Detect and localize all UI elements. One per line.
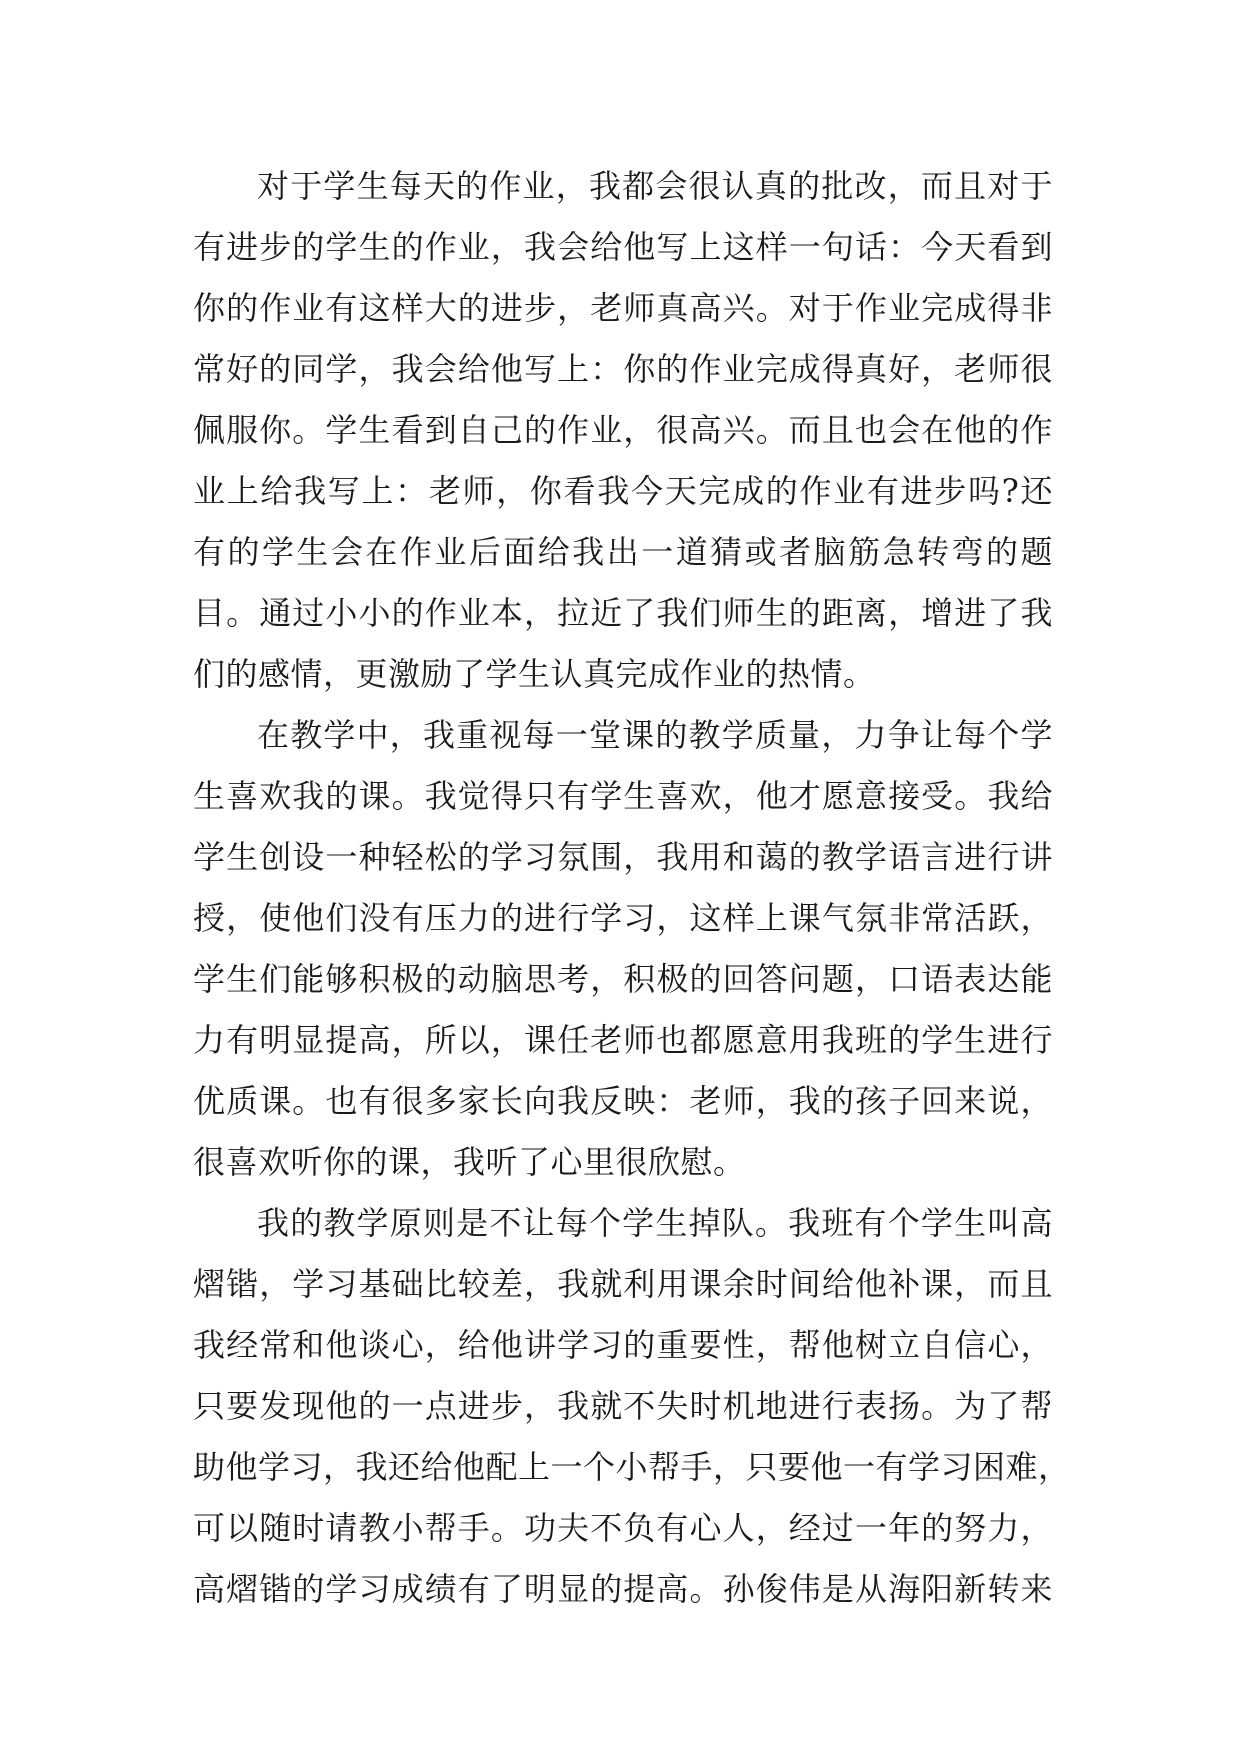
text-line: 业上给我写上：老师，你看我今天完成的作业有进步吗?还 [193, 472, 1053, 510]
text-line: 对于学生每天的作业，我都会很认真的批改，而且对于 [257, 167, 1053, 205]
text-line: 在教学中，我重视每一堂课的教学质量，力争让每个学 [257, 716, 1053, 754]
text-line: 学生创设一种轻松的学习氛围，我用和蔼的教学语言进行讲 [193, 838, 1053, 876]
text-line: 可以随时请教小帮手。功夫不负有心人，经过一年的努力， [193, 1509, 1053, 1547]
text-line: 只要发现他的一点进步，我就不失时机地进行表扬。为了帮 [193, 1387, 1053, 1425]
text-line: 们的感情，更激励了学生认真完成作业的热情。 [193, 655, 876, 693]
text-line: 我的教学原则是不让每个学生掉队。我班有个学生叫高 [257, 1204, 1053, 1242]
text-line: 目。通过小小的作业本，拉近了我们师生的距离，增进了我 [193, 594, 1053, 632]
text-line: 授，使他们没有压力的进行学习，这样上课气氛非常活跃， [193, 899, 1053, 937]
text-line: 高熠锴的学习成绩有了明显的提高。孙俊伟是从海阳新转来 [193, 1570, 1053, 1608]
text-line: 熠锴，学习基础比较差，我就利用课余时间给他补课，而且 [193, 1265, 1053, 1303]
document-body [193, 156, 1071, 1620]
text-line: 力有明显提高，所以，课任老师也都愿意用我班的学生进行 [193, 1021, 1053, 1059]
paragraph [193, 156, 1053, 705]
text-line: 佩服你。学生看到自己的作业，很高兴。而且也会在他的作 [193, 411, 1053, 449]
text-line: 我经常和他谈心，给他讲学习的重要性，帮他树立自信心， [193, 1326, 1053, 1364]
text-line: 常好的同学，我会给他写上：你的作业完成得真好，老师很 [193, 350, 1053, 388]
paragraph [193, 1193, 1071, 1620]
text-line: 有的学生会在作业后面给我出一道猜或者脑筋急转弯的题 [193, 533, 1053, 571]
text-line: 你的作业有这样大的进步，老师真高兴。对于作业完成得非 [193, 289, 1053, 327]
text-line: 助他学习，我还给他配上一个小帮手，只要他一有学习困难， [193, 1448, 1071, 1486]
text-line: 很喜欢听你的课，我听了心里很欣慰。 [193, 1143, 746, 1181]
text-line: 学生们能够积极的动脑思考，积极的回答问题，口语表达能 [193, 960, 1053, 998]
paragraph [193, 705, 1053, 1193]
text-line: 优质课。也有很多家长向我反映：老师，我的孩子回来说， [193, 1082, 1053, 1120]
text-line: 有进步的学生的作业，我会给他写上这样一句话：今天看到 [193, 228, 1053, 266]
text-line: 生喜欢我的课。我觉得只有学生喜欢，他才愿意接受。我给 [193, 777, 1053, 815]
